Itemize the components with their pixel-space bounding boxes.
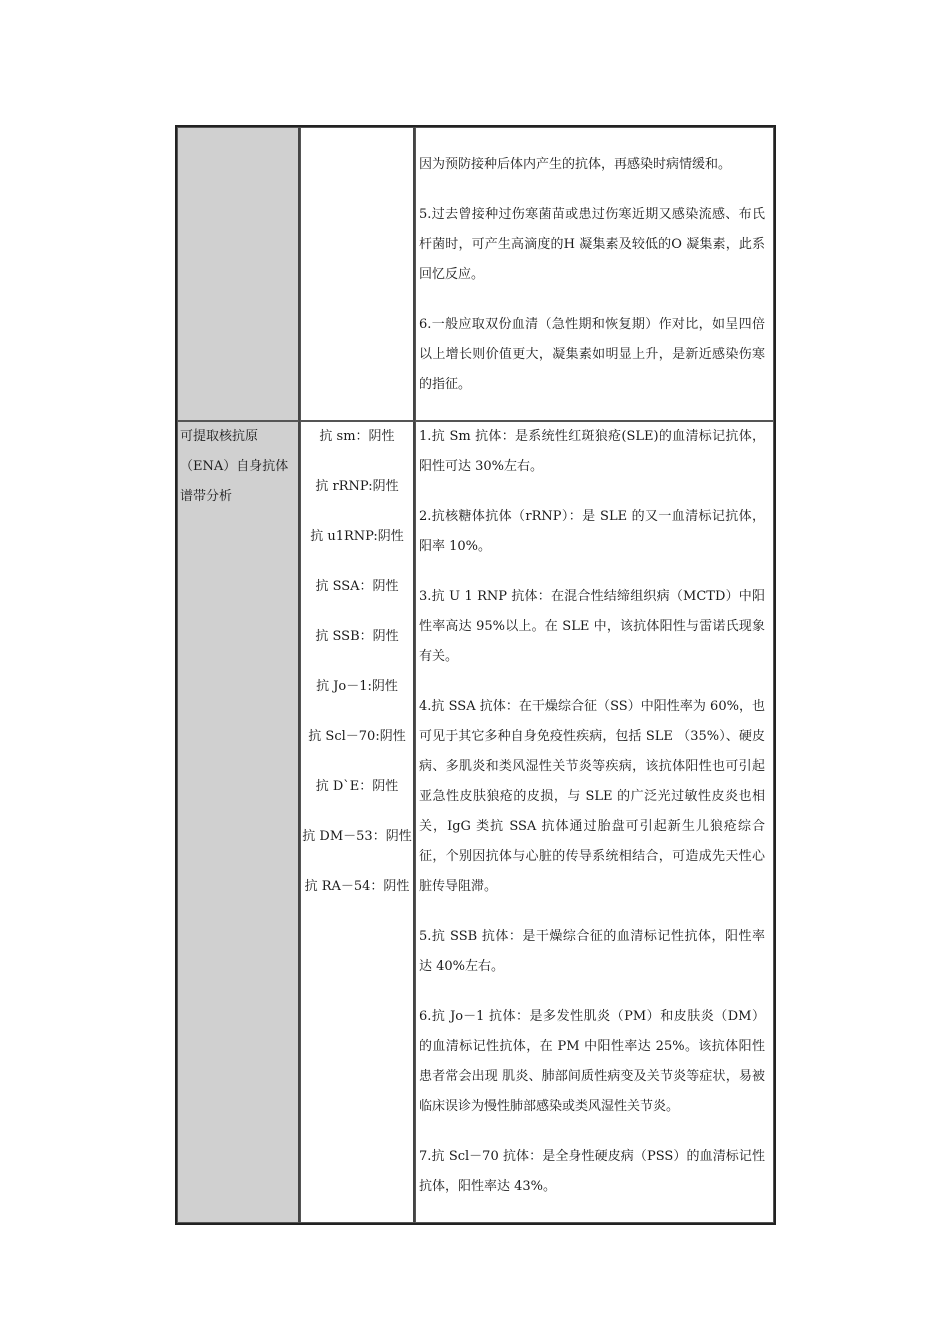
note-paragraph: 6.抗 Jo－1 抗体：是多发性肌炎（PM）和皮肤炎（DM）的血清标记性抗体，在 PM 中阳性率达 25%。该抗体阳性患者常会出现 肌炎、肺部间质性病变及关节炎等症状，易被临床误诊为慢性肺部感染或类风湿性关节炎。 — [419, 1009, 765, 1114]
table-row — [177, 421, 774, 1223]
result-item: 抗 RA－54：阴性 — [304, 879, 410, 894]
note-paragraph: 7.抗 Scl－70 抗体：是全身性硬皮病（PSS）的血清标记性抗体，阳性率达 43%。 — [419, 1149, 765, 1194]
note-paragraph: 6.一般应取双份血清（急性期和恢复期）作对比，如呈四倍以上增长则价值更大，凝集素如明显上升，是新近感染伤寒的指征。 — [419, 317, 765, 392]
note-paragraph: 5.过去曾接种过伤寒菌苗或患过伤寒近期又感染流感、布氏杆菌时，可产生高滴度的H 凝集素及较低的O 凝集素，此系回忆反应。 — [419, 207, 765, 282]
note-paragraph: 因为预防接种后体内产生的抗体，再感染时病情缓和。 — [419, 157, 732, 172]
note-paragraph: 1.抗 Sm 抗体：是系统性红斑狼疮(SLE)的血清标记抗体，阳性可达 30%左右。 — [419, 429, 765, 474]
test-name-cell — [177, 127, 300, 421]
result-item: 抗 D`E：阴性 — [315, 779, 399, 794]
note-paragraph: 2.抗核糖体抗体（rRNP）：是 SLE 的又一血清标记抗体，阳率 10%。 — [419, 509, 765, 554]
result-cell — [300, 127, 415, 421]
result-item: 抗 Scl－70:阴性 — [308, 729, 406, 744]
note-paragraph: 4.抗 SSA 抗体：在干燥综合征（SS）中阳性率为 60%，也可见于其它多种自身免疫性疾病，包括 SLE （35%）、硬皮病、多肌炎和类风湿性关节炎等疾病，该抗体阳性也可引起亚急性皮肤狼疮的皮损，与 SLE 的广泛光过敏性皮炎也相 关，IgG 类抗 SSA 抗体通过胎盘可引起新生儿狼疮综合征，个别因抗体与心脏的传导系统相结合，可造成先天性心脏传导阻滞。 — [419, 699, 765, 894]
result-item: 抗 DM－53：阴性 — [302, 829, 412, 844]
note-paragraph: 5.抗 SSB 抗体：是干燥综合征的血清标记性抗体，阳性率达 40%左右。 — [419, 929, 765, 974]
test-name: 可提取核抗原（ENA）自身抗体谱带分析 — [180, 429, 289, 504]
result-item: 抗 SSB：阴性 — [315, 629, 399, 644]
note-paragraph: 3.抗 U 1 RNP 抗体：在混合性结缔组织病（MCTD）中阳性率高达 95%以上。在 SLE 中，该抗体阳性与雷诺氏现象有关。 — [419, 589, 765, 664]
lab-results-table — [175, 125, 776, 1225]
clinical-note-cell — [415, 421, 774, 1223]
result-item: 抗 sm：阴性 — [319, 429, 395, 444]
result-item: 抗 u1RNP:阴性 — [310, 529, 404, 544]
test-name-cell — [177, 421, 300, 1223]
result-list — [301, 422, 413, 902]
result-item: 抗 rRNP:阴性 — [315, 479, 399, 494]
table-row — [177, 127, 774, 421]
result-item: 抗 SSA：阴性 — [315, 579, 399, 594]
clinical-note-cell — [415, 127, 774, 421]
result-cell — [300, 421, 415, 1223]
result-item: 抗 Jo－1:阴性 — [316, 679, 398, 694]
